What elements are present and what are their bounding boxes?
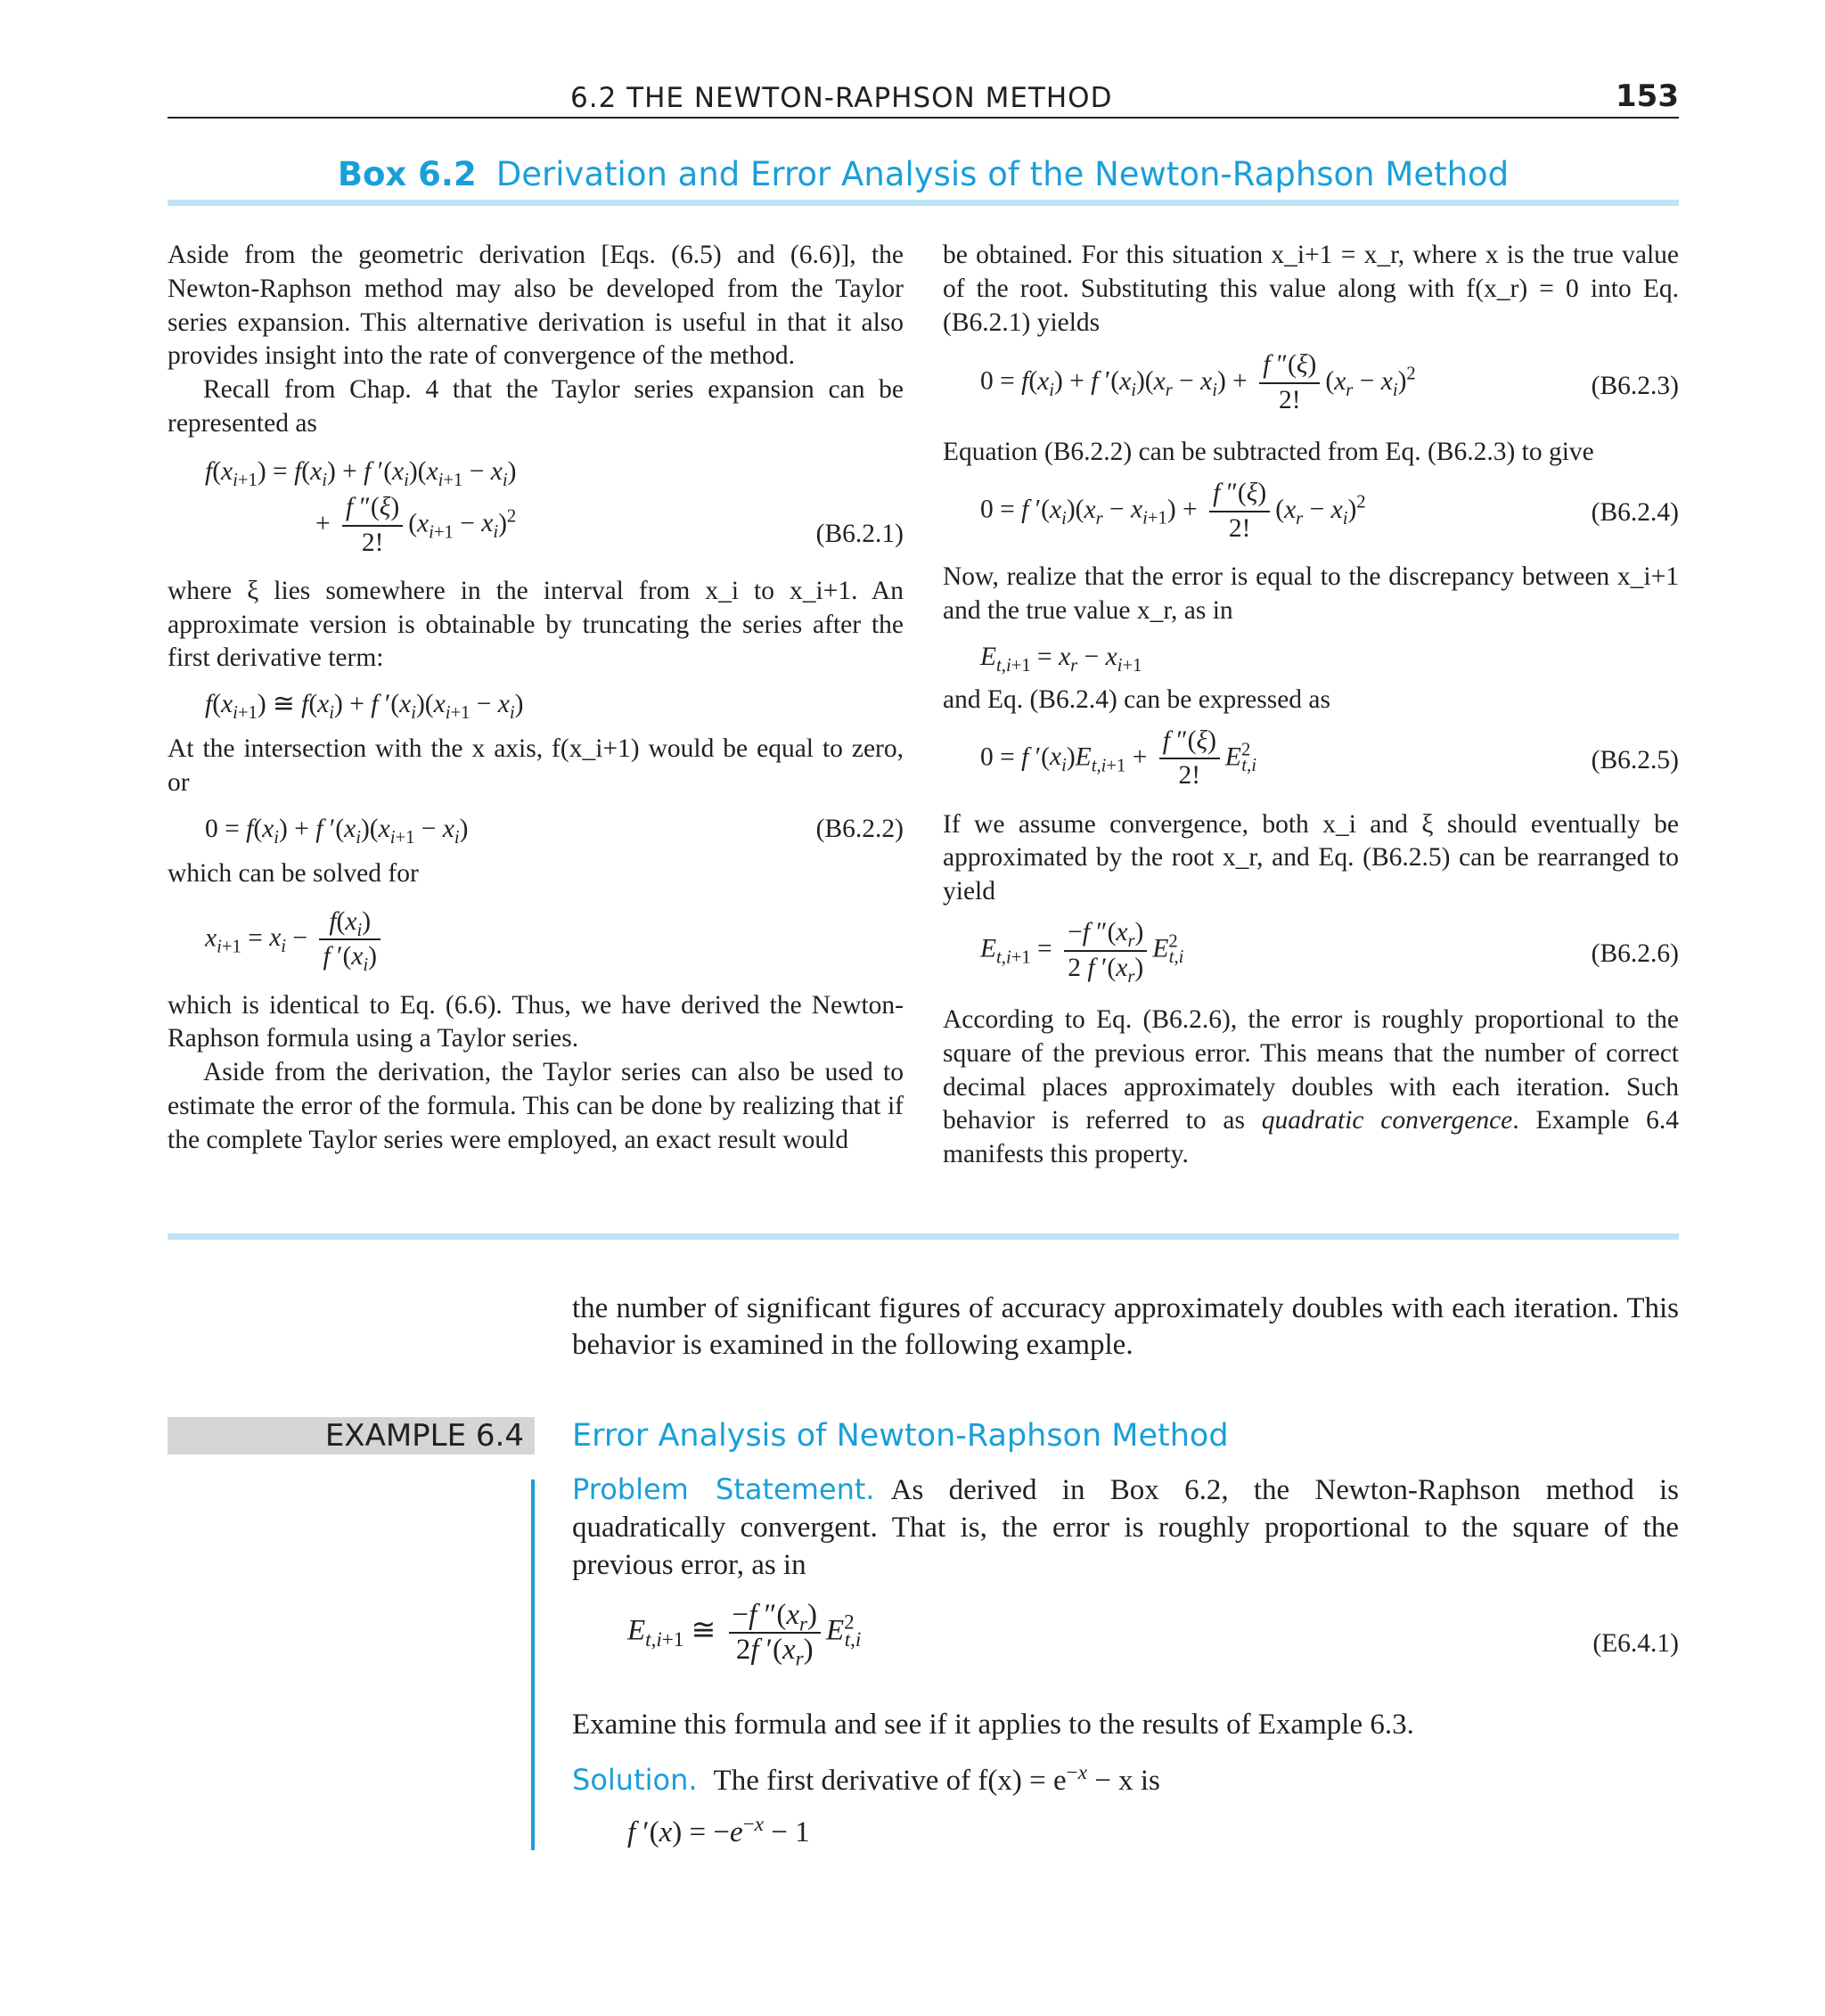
left-paragraph-7: Aside from the derivation, the Taylor series can also be used to estimate the error of the formula. This can be done by realizing that if the complete Taylor series were employed, an exact result would — [168, 1058, 904, 1154]
solution-label: Solution. — [572, 1763, 698, 1797]
example-title: Error Analysis of Newton-Raphson Method — [572, 1418, 1229, 1454]
right-paragraph-2: Equation (B6.2.2) can be subtracted from Eq. (B6.2.3) to give — [943, 438, 1594, 467]
box-heading — [168, 155, 1679, 193]
equation-b624: 0 = f $'(x_i)(x_r - x_{i+1})$ + $\frac{f ''(\xi)}{2!}$ $(x_r - x_i)^2$ (B6.2.4) — [943, 475, 1679, 561]
equation-newton-raphson-formula: $x_{i+1} = x_i$ − $\frac{f(x_i)}{f '(x_i)}$ — [168, 900, 904, 989]
equation-b622: $0 = f(x_i) + f$ $'(x_i)(x_{i+1} - x_i)$ (B6.2.2) — [205, 814, 904, 848]
equation-tag-b624: (B6.2.4) — [1591, 498, 1679, 528]
equation-truncated-taylor: $f(x_{i+1})$ ≅ $f(x_i) + f$ $'(x_i)(x_{i+1} - x_i)$ — [205, 690, 524, 724]
right-paragraph-5: If we assume convergence, both x_i and ξ should eventually be approximated by the root x_r, and Eq. (B6.2.5) can be rearranged to yield — [943, 809, 1679, 906]
quadratic-convergence-term: quadratic convergence — [1261, 1106, 1513, 1135]
header-rule — [168, 117, 1679, 119]
equation-b626: $E_{t,i+1}$ = $\frac{-f ''(x_r)}{2 f '(x_r)}$ $E^2_{t,i}$ (B6.2.6) — [980, 917, 1679, 987]
left-paragraph-6: which is identical to Eq. (6.6). Thus, we have derived the Newton-Raphson formula using a Taylor series. — [168, 990, 904, 1053]
problem-statement: Problem Statement. As derived in Box 6.2, the Newton-Raphson method is quadratically convergent. That is, the error is roughly proportional to the square of the previous error, as in — [572, 1472, 1679, 1581]
solution: Solution. The first derivative of $f(x) = e^{-x} - x$ is — [572, 1760, 1160, 1797]
equation-b623: $0 = f(x_i) + f$ $'(x_i)(x_r - x_i)$ + $\frac{f ''(\xi)}{2!}$ $(x_r - x_i)^2$ (B6.2.3) — [943, 347, 1679, 436]
equation-tag-b625: (B6.2.5) — [1591, 745, 1679, 774]
left-paragraph-4: At the intersection with the x axis, f(x_i+1) would be equal to zero, or — [168, 734, 904, 797]
equation-tag-e641: (E6.4.1) — [1592, 1629, 1679, 1658]
right-paragraph-3: Now, realize that the error is equal to the discrepancy between x_i+1 and the true value x_r, as in — [943, 562, 1679, 625]
box-right-column — [943, 239, 1679, 1172]
equation-tag-b621: (B6.2.1) — [815, 519, 904, 548]
page-number: 153 — [1616, 78, 1679, 114]
equation-taylor-series: $f(x_{i+1}) = f(x_i) + f$ $'(x_i)(x_{i+1} - x_i)$ + $\frac{f ''(\xi)}{2!}$ $(x_{i+1} - x_i)^2$ (B6.2.1) — [168, 450, 904, 575]
box-bottom-rule — [168, 1233, 1679, 1240]
box-top-rule — [168, 200, 1679, 206]
equation-true-error: $E_{t,i+1} = x_r - x_{i+1}$ — [980, 642, 1142, 676]
left-paragraph-1: Aside from the geometric derivation [Eqs. (6.5) and (6.6)], the Newton-Raphson method may also be developed from the Taylor series expansion. This alternative derivation is useful in that it also provides insight into the rate of convergence of the method. — [168, 241, 904, 371]
equation-b625: 0 = f $'(x_i)E_{t,i+1}$ + $\frac{f ''(\xi)}{2!}$ $E^2_{t,i}$ (B6.2.5) — [943, 723, 1679, 808]
left-paragraph-2: Recall from Chap. 4 that the Taylor series expansion can be represented as — [168, 375, 904, 438]
equation-e641: $E_{t,i+1}$ ≅ $\frac{-f ''(x_r)}{2f '(x_r)}$ $E^2_{t,i}$ (E6.4.1) — [627, 1599, 1679, 1670]
equation-tag-b623: (B6.2.3) — [1591, 372, 1679, 401]
right-paragraph-1: be obtained. For this situation x_i+1 = x_r, where x is the true value of the root. Substituting this value along with f(x_r) = 0 into Eq. (B6.2.1) yields — [943, 241, 1679, 337]
equation-first-derivative: f $'(x) = -e^{-x} - 1$ — [627, 1812, 810, 1848]
right-paragraph-6: According to Eq. (B6.2.6), the error is roughly proportional to the square of the previous error. This means that the number of correct decimal places approximately doubles with each iteration. Such behavior is referred to as quadratic convergence. Example 6.4 manifests this property. — [943, 1004, 1679, 1169]
examine-text: Examine this formula and see if it applies to the results of Example 6.3. — [572, 1709, 1414, 1741]
left-paragraph-5: which can be solved for — [168, 858, 419, 888]
example-label: EXAMPLE 6.4 — [324, 1418, 524, 1454]
running-title: 6.2 THE NEWTON-RAPHSON METHOD — [570, 82, 1113, 114]
equation-tag-b626: (B6.2.6) — [1591, 938, 1679, 968]
box-label: Box 6.2 — [337, 155, 477, 193]
main-text-paragraph: the number of significant figures of accuracy approximately doubles with each iteration. This behavior is examined in the following example. — [572, 1292, 1679, 1361]
problem-statement-label: Problem Statement. — [572, 1472, 875, 1506]
box-title: Derivation and Error Analysis of the Newton-Raphson Method — [495, 155, 1510, 193]
box-left-column — [168, 239, 904, 1158]
equation-tag-b622: (B6.2.2) — [815, 814, 904, 843]
example-side-bar — [531, 1479, 535, 1850]
left-paragraph-3: where ξ lies somewhere in the interval from x_i to x_i+1. An approximate version is obtainable by truncating the series after the first derivative term: — [168, 576, 904, 673]
right-paragraph-4: and Eq. (B6.2.4) can be expressed as — [943, 684, 1330, 714]
